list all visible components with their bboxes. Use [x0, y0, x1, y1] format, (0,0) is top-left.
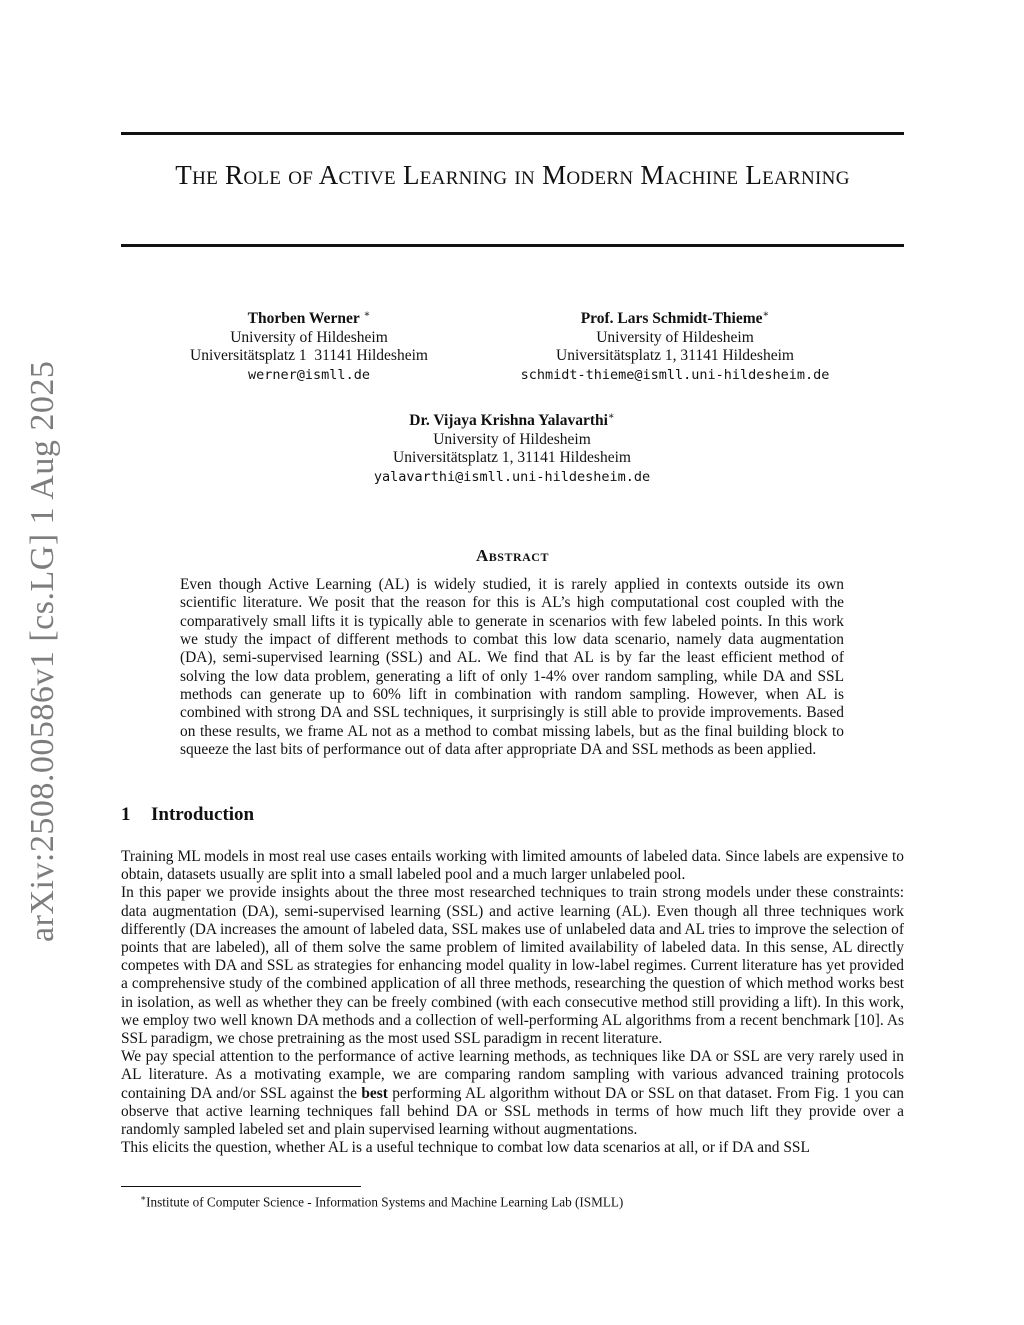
affiliation-mark: ∗ — [607, 411, 615, 422]
intro-paragraph — [121, 1048, 904, 1139]
abstract-heading: Abstract — [476, 546, 549, 565]
author-block — [150, 306, 468, 384]
footnote-rule — [121, 1186, 361, 1187]
author-affiliation: University of Hildesheim — [596, 328, 754, 346]
author-address: Universitätsplatz 1 31141 Hildesheim — [190, 347, 428, 365]
affiliation-mark: ∗ — [762, 309, 770, 320]
author-email[interactable]: schmidt-thieme@ismll.uni-hildesheim.de — [520, 366, 830, 383]
author-address: Universitätsplatz 1, 31141 Hildesheim — [556, 347, 794, 365]
author-email[interactable]: werner@ismll.de — [248, 366, 370, 383]
author-name: Dr. Vijaya Krishna Yalavarthi — [409, 412, 608, 430]
abstract-text: Even though Active Learning (AL) is widely studied, it is rarely applied in contexts outside its own scientific literature. We posit that the reason for this is AL’s high computational cost coupled with the comparatively small lifts it is typically able to generate in scenarios with few labeled points. In this work we study the impact of different methods to combat this low data scenario, namely data augmentation (DA), semi-supervised learning (SSL) and AL. We find that AL is by far the least efficient method of solving the low data problem, generating a lift of only 1-4% over random sampling, while DA and SSL methods can generate up to 60% lift in combination with random sampling. However, when AL is combined with strong DA and SSL techniques, it surprisingly is still able to provide improvements. Based on these results, we frame AL not as a method to combat missing labels, but as the final building block to squeeze the last bits of performance out of data after appropriate DA and SSL methods as been applied. — [180, 576, 844, 759]
section-title: Introduction — [151, 804, 255, 825]
footnote-text: Institute of Computer Science - Information Systems and Machine Learning Lab (ISMLL) — [146, 1194, 624, 1210]
title-rule-top — [121, 132, 904, 135]
author-name: Prof. Lars Schmidt-Thieme — [580, 310, 763, 328]
section-number: 1 — [121, 804, 131, 825]
introduction-body — [121, 848, 904, 1157]
paper-title: The Role of Active Learning in Modern Machine Learning — [175, 160, 850, 190]
intro-paragraph: In this paper we provide insights about the three most researched techniques to train strong models under these constraints: data augmentation (DA), semi-supervised learning (SSL) and active learning (AL). Even though all three techniques work differently (DA increases the amount of labeled data, SSL makes use of unlabeled data and AL tries to improve the selection of points that are labeled), all of them solve the same problem of limited availability of labeled data. In this sense, AL directly competes with DA and SSL as strategies for enhancing model quality in low-label regimes. Current literature has yet provided a comprehensive study of the combined application of all three methods, researching the question of which method works best in isolation, as well as whether they can be freely combined (with each consecutive method still providing a lift). In this work, we employ two well known DA methods and a collection of well-performing AL algorithms from a recent benchmark [10]. As SSL paradigm, we chose pretraining as the most used SSL paradigm in recent literature. — [121, 884, 904, 1048]
intro-paragraph: Training ML models in most real use cases entails working with limited amounts of labeled data. Since labels are expensive to obtain, datasets usually are split into a small labeled pool and a much larger unlabeled pool. — [121, 848, 904, 884]
intro-text: We pay special attention to the performance of active learning methods, as techniques like DA or SSL are very rarely used in AL literature. As a motivating example, we are comparing random sampling with various advanced training protocols containing DA and/or SSL against the — [121, 1048, 904, 1102]
author-name: Thorben Werner — [247, 310, 360, 328]
footnote — [140, 1190, 623, 1210]
author-affiliation: University of Hildesheim — [230, 328, 388, 346]
author-email[interactable]: yalavarthi@ismll.uni-hildesheim.de — [373, 468, 651, 485]
author-affiliation: University of Hildesheim — [433, 430, 591, 448]
title-rule-bottom — [121, 244, 904, 247]
affiliation-mark: ∗ — [363, 309, 371, 320]
author-address: Universitätsplatz 1, 31141 Hildesheim — [393, 449, 631, 467]
intro-paragraph: This elicits the question, whether AL is a useful technique to combat low data scenarios at all, or if DA and SSL — [121, 1139, 810, 1157]
arxiv-identifier: arXiv:2508.00586v1 [cs.LG] 1 Aug 2025 — [24, 360, 61, 942]
intro-text: performing AL algorithm without DA or SSL on that dataset. From Fig. 1 you can observe that active learning techniques fall behind DA or SSL methods in terms of how much lift they provide over a randomly sampled labeled set and plain supervised learning without augmentations. — [121, 1084, 904, 1139]
emphasis-best: best — [361, 1084, 388, 1102]
footnote-mark: ∗ — [140, 1193, 147, 1203]
section-heading — [121, 804, 254, 826]
author-block — [500, 306, 850, 384]
author-block — [330, 408, 694, 486]
